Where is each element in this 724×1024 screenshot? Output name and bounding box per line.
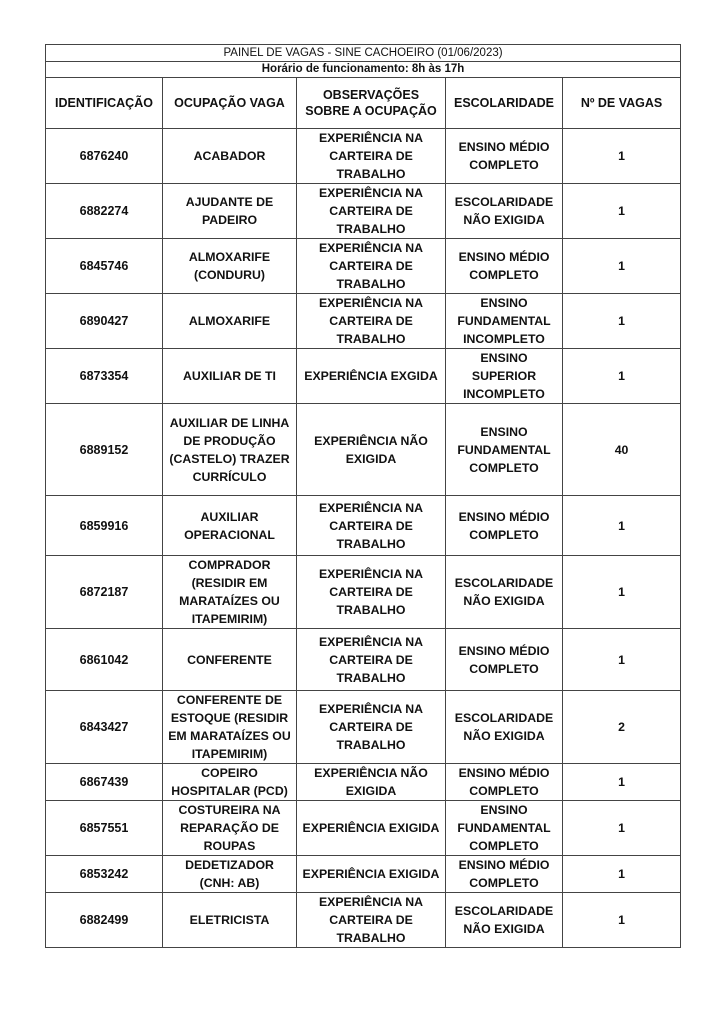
table-row [46,496,681,556]
table-row [46,349,681,404]
table-row [46,556,681,629]
cell-ocupacao: AJUDANTE DE PADEIRO [163,184,297,239]
cell-ocupacao: COPEIRO HOSPITALAR (PCD) [163,764,297,801]
cell-vagas: 1 [563,629,681,691]
cell-ocupacao: AUXILIAR OPERACIONAL [163,496,297,556]
cell-observacoes: EXPERIÊNCIA NA CARTEIRA DE TRABALHO [297,496,446,556]
cell-vagas: 1 [563,349,681,404]
cell-escolaridade: ENSINO FUNDAMENTAL INCOMPLETO [446,294,563,349]
cell-observacoes: EXPERIÊNCIA EXIGIDA [297,801,446,856]
cell-escolaridade: ENSINO FUNDAMENTAL COMPLETO [446,801,563,856]
cell-identificacao: 6889152 [46,404,163,496]
cell-identificacao: 6876240 [46,129,163,184]
table-row [46,856,681,893]
cell-identificacao: 6845746 [46,239,163,294]
cell-identificacao: 6872187 [46,556,163,629]
table-row [46,764,681,801]
cell-escolaridade: ENSINO MÉDIO COMPLETO [446,629,563,691]
cell-observacoes: EXPERIÊNCIA NA CARTEIRA DE TRABALHO [297,184,446,239]
cell-observacoes: EXPERIÊNCIA NÃO EXIGIDA [297,404,446,496]
cell-vagas: 1 [563,856,681,893]
table-row [46,184,681,239]
cell-ocupacao: AUXILIAR DE TI [163,349,297,404]
cell-observacoes: EXPERIÊNCIA NA CARTEIRA DE TRABALHO [297,294,446,349]
cell-escolaridade: ENSINO SUPERIOR INCOMPLETO [446,349,563,404]
table-row [46,893,681,948]
table-row [46,129,681,184]
cell-identificacao: 6867439 [46,764,163,801]
cell-observacoes: EXPERIÊNCIA NA CARTEIRA DE TRABALHO [297,629,446,691]
cell-observacoes: EXPERIÊNCIA NA CARTEIRA DE TRABALHO [297,556,446,629]
cell-escolaridade: ENSINO MÉDIO COMPLETO [446,496,563,556]
cell-identificacao: 6873354 [46,349,163,404]
cell-vagas: 1 [563,764,681,801]
cell-observacoes: EXPERIÊNCIA NA CARTEIRA DE TRABALHO [297,239,446,294]
cell-escolaridade: ESCOLARIDADE NÃO EXIGIDA [446,691,563,764]
cell-vagas: 1 [563,294,681,349]
column-header-escolaridade: ESCOLARIDADE [446,78,563,129]
cell-identificacao: 6861042 [46,629,163,691]
cell-observacoes: EXPERIÊNCIA NA CARTEIRA DE TRABALHO [297,893,446,948]
cell-vagas: 1 [563,893,681,948]
table-row [46,404,681,496]
table-row [46,629,681,691]
column-header-observacoes: OBSERVAÇÕES SOBRE A OCUPAÇÃO [297,78,446,129]
cell-escolaridade: ENSINO MÉDIO COMPLETO [446,239,563,294]
cell-observacoes: EXPERIÊNCIA EXGIDA [297,349,446,404]
cell-observacoes: EXPERIÊNCIA NÃO EXIGIDA [297,764,446,801]
cell-identificacao: 6853242 [46,856,163,893]
column-header-ocupacao: OCUPAÇÃO VAGA [163,78,297,129]
cell-escolaridade: ESCOLARIDADE NÃO EXIGIDA [446,184,563,239]
cell-ocupacao: CONFERENTE DE ESTOQUE (RESIDIR EM MARATAÍZES OU ITAPEMIRIM) [163,691,297,764]
cell-vagas: 1 [563,129,681,184]
cell-identificacao: 6859916 [46,496,163,556]
cell-ocupacao: AUXILIAR DE LINHA DE PRODUÇÃO (CASTELO) TRAZER CURRÍCULO [163,404,297,496]
cell-identificacao: 6882499 [46,893,163,948]
cell-identificacao: 6857551 [46,801,163,856]
cell-escolaridade: ENSINO FUNDAMENTAL COMPLETO [446,404,563,496]
cell-ocupacao: ALMOXARIFE (CONDURU) [163,239,297,294]
cell-escolaridade: ENSINO MÉDIO COMPLETO [446,764,563,801]
cell-identificacao: 6882274 [46,184,163,239]
cell-vagas: 1 [563,801,681,856]
cell-escolaridade: ENSINO MÉDIO COMPLETO [446,129,563,184]
cell-identificacao: 6843427 [46,691,163,764]
cell-ocupacao: COMPRADOR (RESIDIR EM MARATAÍZES OU ITAPEMIRIM) [163,556,297,629]
column-header-vagas: Nº DE VAGAS [563,78,681,129]
cell-observacoes: EXPERIÊNCIA NA CARTEIRA DE TRABALHO [297,691,446,764]
cell-vagas: 1 [563,556,681,629]
cell-vagas: 2 [563,691,681,764]
cell-vagas: 40 [563,404,681,496]
cell-observacoes: EXPERIÊNCIA EXIGIDA [297,856,446,893]
cell-vagas: 1 [563,496,681,556]
cell-observacoes: EXPERIÊNCIA NA CARTEIRA DE TRABALHO [297,129,446,184]
cell-escolaridade: ESCOLARIDADE NÃO EXIGIDA [446,893,563,948]
cell-ocupacao: ALMOXARIFE [163,294,297,349]
job-vacancies-table [45,44,681,948]
opening-hours: Horário de funcionamento: 8h às 17h [46,62,681,78]
cell-vagas: 1 [563,184,681,239]
table-row [46,239,681,294]
cell-vagas: 1 [563,239,681,294]
cell-ocupacao: ACABADOR [163,129,297,184]
cell-ocupacao: ELETRICISTA [163,893,297,948]
table-row [46,801,681,856]
cell-ocupacao: CONFERENTE [163,629,297,691]
table-row [46,691,681,764]
cell-ocupacao: DEDETIZADOR (CNH: AB) [163,856,297,893]
cell-escolaridade: ESCOLARIDADE NÃO EXIGIDA [446,556,563,629]
column-header-identificacao: IDENTIFICAÇÃO [46,78,163,129]
cell-identificacao: 6890427 [46,294,163,349]
cell-escolaridade: ENSINO MÉDIO COMPLETO [446,856,563,893]
panel-title: PAINEL DE VAGAS - SINE CACHOEIRO (01/06/2023) [46,45,681,62]
cell-ocupacao: COSTUREIRA NA REPARAÇÃO DE ROUPAS [163,801,297,856]
table-row [46,294,681,349]
